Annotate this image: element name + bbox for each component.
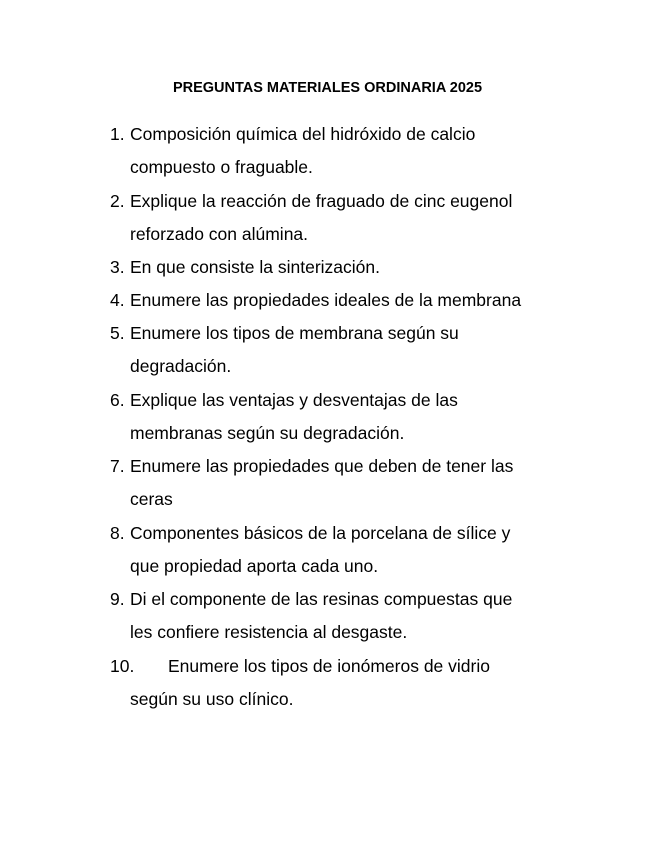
question-number: 2. (110, 191, 125, 211)
document-title: PREGUNTAS MATERIALES ORDINARIA 2025 (172, 80, 483, 96)
question-text-line: En que consiste la sinterización. (130, 257, 380, 277)
question-text (130, 284, 570, 317)
question-text-line: Di el componente de las resinas compuestas que (130, 589, 513, 609)
question-text (130, 650, 570, 716)
question-text-line: degradación. (130, 356, 232, 376)
question-text-line: les confiere resistencia al desgaste. (130, 622, 408, 642)
question-text-line: que propiedad aporta cada uno. (130, 556, 379, 576)
question-text (130, 450, 570, 516)
question-text (130, 118, 570, 184)
question-number: 7. (110, 456, 125, 476)
question-number: 1. (110, 124, 125, 144)
question-text-line: Enumere los tipos de ionómeros de vidrio (168, 656, 490, 676)
question-text-line: ceras (130, 489, 173, 509)
question-text-line: compuesto o fraguable. (130, 157, 313, 177)
question-number: 5. (110, 323, 125, 343)
question-text (130, 583, 570, 649)
question-number: 10. (110, 656, 135, 676)
question-text-line: membranas según su degradación. (130, 423, 405, 443)
question-text-line: Enumere las propiedades ideales de la membrana (130, 290, 522, 310)
question-number: 4. (110, 290, 125, 310)
question-text (130, 251, 570, 284)
question-text (130, 185, 570, 251)
question-text-line: Enumere las propiedades que deben de tener las (130, 456, 514, 476)
question-number: 6. (110, 390, 125, 410)
question-text (130, 317, 570, 383)
question-number: 3. (110, 257, 125, 277)
question-text-line: Componentes básicos de la porcelana de sílice y (130, 523, 511, 543)
question-text-line: reforzado con alúmina. (130, 224, 309, 244)
question-text-line: Composición química del hidróxido de calcio (130, 124, 476, 144)
question-number: 9. (110, 589, 125, 609)
question-text (130, 517, 570, 583)
question-text (130, 384, 570, 450)
question-text-line: según su uso clínico. (130, 689, 294, 709)
question-number: 8. (110, 523, 125, 543)
question-text-line: Explique las ventajas y desventajas de las (130, 390, 458, 410)
question-text-line: Explique la reacción de fraguado de cinc eugenol (130, 191, 513, 211)
question-text-line: Enumere los tipos de membrana según su (130, 323, 459, 343)
